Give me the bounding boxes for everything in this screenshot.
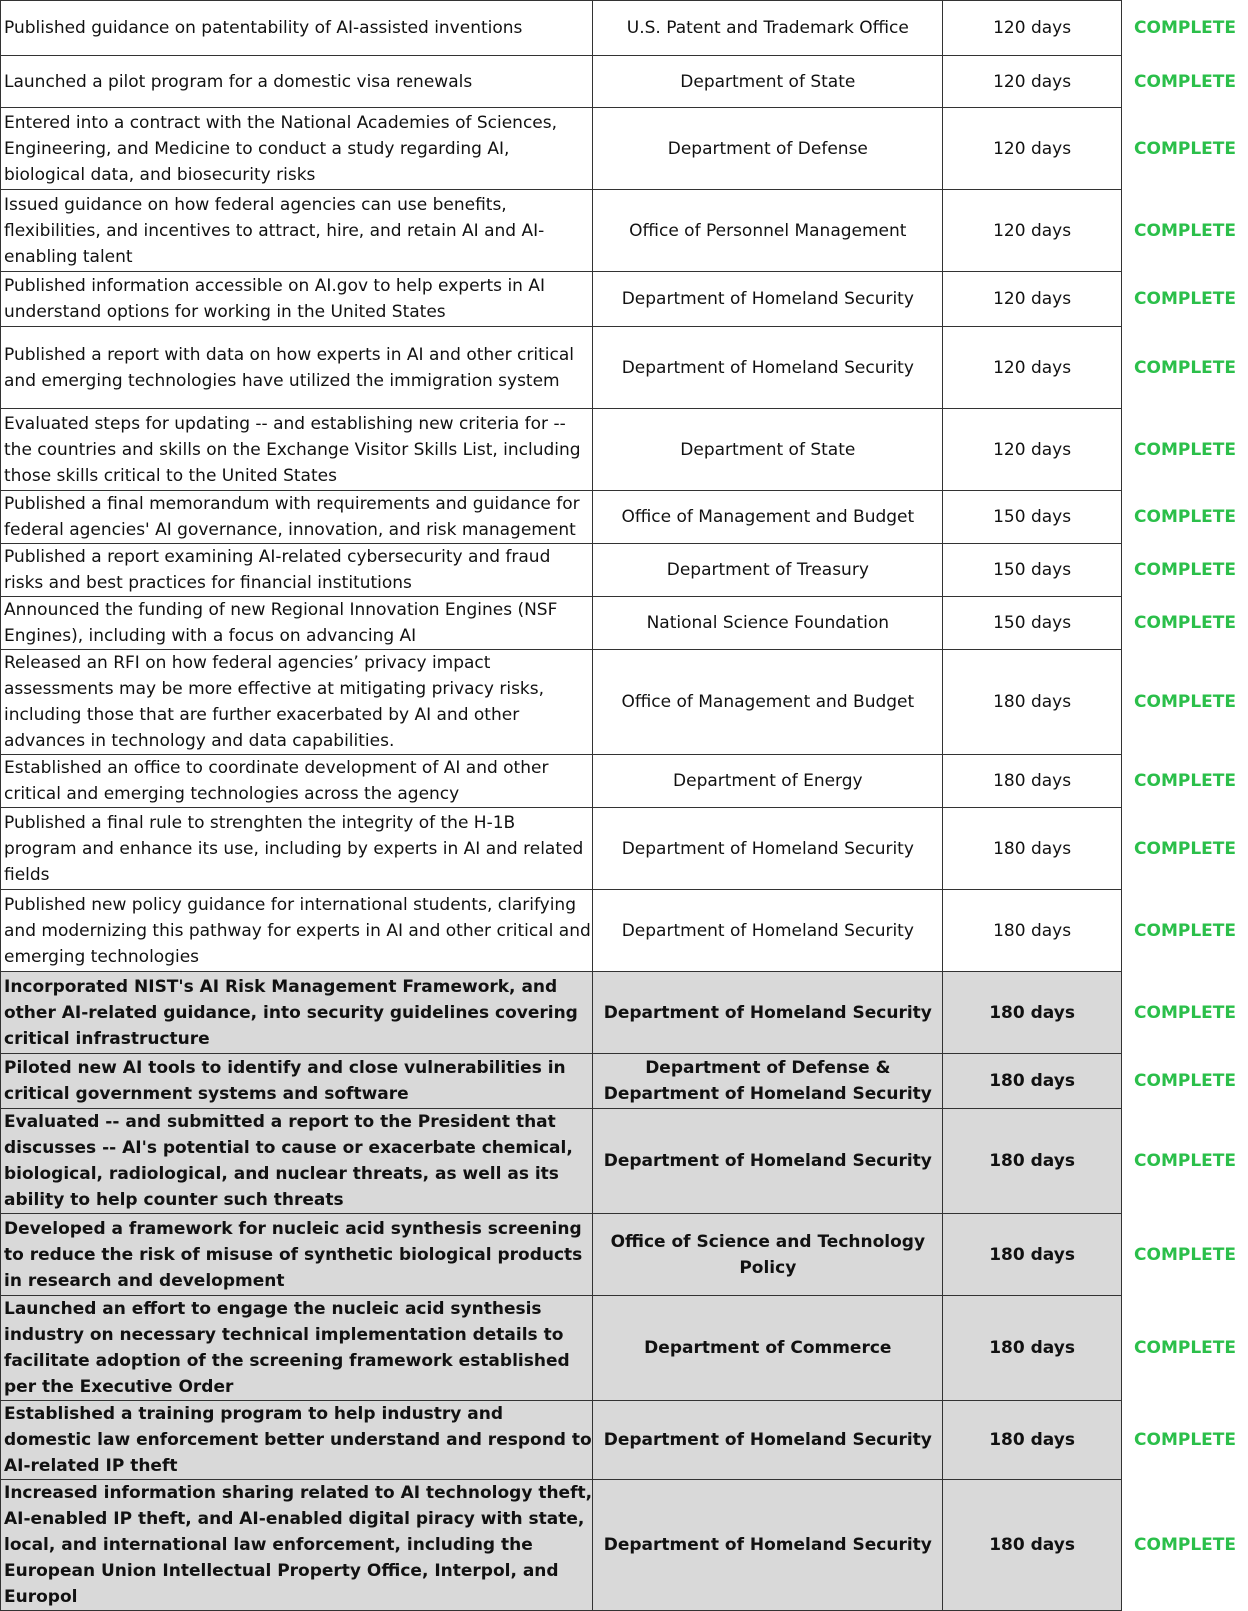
deadline-cell: 120 days: [943, 108, 1122, 190]
status-cell: COMPLETE: [1122, 1296, 1248, 1401]
table-row: [1, 409, 1248, 491]
deadline-cell: 180 days: [943, 890, 1122, 972]
status-cell: COMPLETE: [1122, 190, 1248, 272]
deadline-cell: 180 days: [943, 1480, 1122, 1611]
deadline-cell: 180 days: [943, 755, 1122, 808]
agency-cell: Department of Homeland Security: [593, 1401, 943, 1480]
action-cell: Entered into a contract with the National Academies of Sciences, Engineering, and Medicine to conduct a study regarding AI, biological data, and biosecurity risks: [1, 108, 593, 190]
status-cell: COMPLETE: [1122, 1054, 1248, 1109]
status-cell: COMPLETE: [1122, 108, 1248, 190]
action-cell: Launched a pilot program for a domestic visa renewals: [1, 56, 593, 108]
deadline-cell: 120 days: [943, 1, 1122, 56]
agency-cell: National Science Foundation: [593, 597, 943, 650]
deadline-cell: 120 days: [943, 272, 1122, 327]
deadline-cell: 180 days: [943, 1296, 1122, 1401]
table-body: [1, 1, 1248, 1611]
agency-cell: Department of Energy: [593, 755, 943, 808]
table-row: [1, 1401, 1248, 1480]
deadline-cell: 180 days: [943, 1214, 1122, 1296]
table-row: [1, 272, 1248, 327]
table-row: [1, 1109, 1248, 1214]
action-cell: Released an RFI on how federal agencies’ privacy impact assessments may be more effective at mitigating privacy risks, including those that are further exacerbated by AI and other advances in technology and data capabilities.: [1, 650, 593, 755]
action-cell: Published information accessible on AI.gov to help experts in AI understand options for working in the United States: [1, 272, 593, 327]
agency-cell: Department of Commerce: [593, 1296, 943, 1401]
status-cell: COMPLETE: [1122, 1, 1248, 56]
status-cell: COMPLETE: [1122, 272, 1248, 327]
table-row: [1, 755, 1248, 808]
agency-cell: Department of Defense: [593, 108, 943, 190]
agency-cell: Department of Homeland Security: [593, 272, 943, 327]
action-cell: Published a report with data on how experts in AI and other critical and emerging technologies have utilized the immigration system: [1, 327, 593, 409]
status-cell: COMPLETE: [1122, 409, 1248, 491]
deadline-cell: 180 days: [943, 1401, 1122, 1480]
action-cell: Increased information sharing related to AI technology theft, AI-enabled IP theft, and AI-enabled digital piracy with state, local, and international law enforcement, including the European Union Intellectual Property Office, Interpol, and Europol: [1, 1480, 593, 1611]
agency-cell: Office of Science and Technology Policy: [593, 1214, 943, 1296]
deadline-cell: 120 days: [943, 190, 1122, 272]
action-cell: Announced the funding of new Regional Innovation Engines (NSF Engines), including with a focus on advancing AI: [1, 597, 593, 650]
status-cell: COMPLETE: [1122, 1401, 1248, 1480]
table-row: [1, 650, 1248, 755]
action-cell: Established a training program to help industry and domestic law enforcement better understand and respond to AI-related IP theft: [1, 1401, 593, 1480]
status-cell: COMPLETE: [1122, 890, 1248, 972]
agency-cell: U.S. Patent and Trademark Office: [593, 1, 943, 56]
status-cell: COMPLETE: [1122, 755, 1248, 808]
table-row: [1, 327, 1248, 409]
status-cell: COMPLETE: [1122, 1480, 1248, 1611]
table-row: [1, 597, 1248, 650]
deadline-cell: 180 days: [943, 972, 1122, 1054]
status-cell: COMPLETE: [1122, 1214, 1248, 1296]
action-cell: Launched an effort to engage the nucleic acid synthesis industry on necessary technical implementation details to facilitate adoption of the screening framework established per the Executive Order: [1, 1296, 593, 1401]
deadline-cell: 150 days: [943, 597, 1122, 650]
table-row: [1, 1480, 1248, 1611]
action-cell: Evaluated -- and submitted a report to the President that discusses -- AI's potential to cause or exacerbate chemical, biological, radiological, and nuclear threats, as well as its ability to help counter such threats: [1, 1109, 593, 1214]
action-cell: Published guidance on patentability of AI-assisted inventions: [1, 1, 593, 56]
agency-cell: Department of State: [593, 56, 943, 108]
agency-cell: Office of Personnel Management: [593, 190, 943, 272]
agency-cell: Department of Homeland Security: [593, 1109, 943, 1214]
deadline-cell: 120 days: [943, 409, 1122, 491]
action-cell: Published new policy guidance for international students, clarifying and modernizing this pathway for experts in AI and other critical and emerging technologies: [1, 890, 593, 972]
agency-cell: Office of Management and Budget: [593, 491, 943, 544]
agency-cell: Department of State: [593, 409, 943, 491]
status-cell: COMPLETE: [1122, 972, 1248, 1054]
deadline-cell: 180 days: [943, 808, 1122, 890]
deadline-cell: 180 days: [943, 1109, 1122, 1214]
table-row: [1, 544, 1248, 597]
status-cell: COMPLETE: [1122, 650, 1248, 755]
table-row: [1, 1296, 1248, 1401]
deadline-cell: 180 days: [943, 1054, 1122, 1109]
agency-cell: Office of Management and Budget: [593, 650, 943, 755]
action-cell: Piloted new AI tools to identify and close vulnerabilities in critical government systems and software: [1, 1054, 593, 1109]
agency-cell: Department of Homeland Security: [593, 890, 943, 972]
table-row: [1, 108, 1248, 190]
table-row: [1, 972, 1248, 1054]
status-cell: COMPLETE: [1122, 1109, 1248, 1214]
action-cell: Developed a framework for nucleic acid synthesis screening to reduce the risk of misuse of synthetic biological products in research and development: [1, 1214, 593, 1296]
agency-cell: Department of Defense & Department of Homeland Security: [593, 1054, 943, 1109]
deadline-cell: 150 days: [943, 544, 1122, 597]
action-cell: Established an office to coordinate development of AI and other critical and emerging technologies across the agency: [1, 755, 593, 808]
deadline-cell: 150 days: [943, 491, 1122, 544]
table-row: [1, 1214, 1248, 1296]
table-row: [1, 491, 1248, 544]
table-row: [1, 1054, 1248, 1109]
agency-cell: Department of Homeland Security: [593, 1480, 943, 1611]
agency-cell: Department of Homeland Security: [593, 972, 943, 1054]
status-cell: COMPLETE: [1122, 597, 1248, 650]
action-cell: Incorporated NIST's AI Risk Management Framework, and other AI-related guidance, into security guidelines covering critical infrastructure: [1, 972, 593, 1054]
status-cell: COMPLETE: [1122, 491, 1248, 544]
action-cell: Published a report examining AI-related cybersecurity and fraud risks and best practices for financial institutions: [1, 544, 593, 597]
deadline-cell: 180 days: [943, 650, 1122, 755]
action-cell: Published a final rule to strenghten the integrity of the H-1B program and enhance its use, including by experts in AI and related fields: [1, 808, 593, 890]
action-cell: Evaluated steps for updating -- and establishing new criteria for -- the countries and skills on the Exchange Visitor Skills List, including those skills critical to the United States: [1, 409, 593, 491]
deadline-cell: 120 days: [943, 56, 1122, 108]
agency-cell: Department of Treasury: [593, 544, 943, 597]
status-cell: COMPLETE: [1122, 327, 1248, 409]
table-row: [1, 1, 1248, 56]
deadline-cell: 120 days: [943, 327, 1122, 409]
table-row: [1, 190, 1248, 272]
agency-cell: Department of Homeland Security: [593, 808, 943, 890]
table-row: [1, 890, 1248, 972]
table-row: [1, 808, 1248, 890]
action-cell: Issued guidance on how federal agencies can use benefits, flexibilities, and incentives to attract, hire, and retain AI and AI-enabling talent: [1, 190, 593, 272]
action-cell: Published a final memorandum with requirements and guidance for federal agencies' AI governance, innovation, and risk management: [1, 491, 593, 544]
status-cell: COMPLETE: [1122, 544, 1248, 597]
agency-cell: Department of Homeland Security: [593, 327, 943, 409]
status-cell: COMPLETE: [1122, 808, 1248, 890]
status-cell: COMPLETE: [1122, 56, 1248, 108]
table-row: [1, 56, 1248, 108]
